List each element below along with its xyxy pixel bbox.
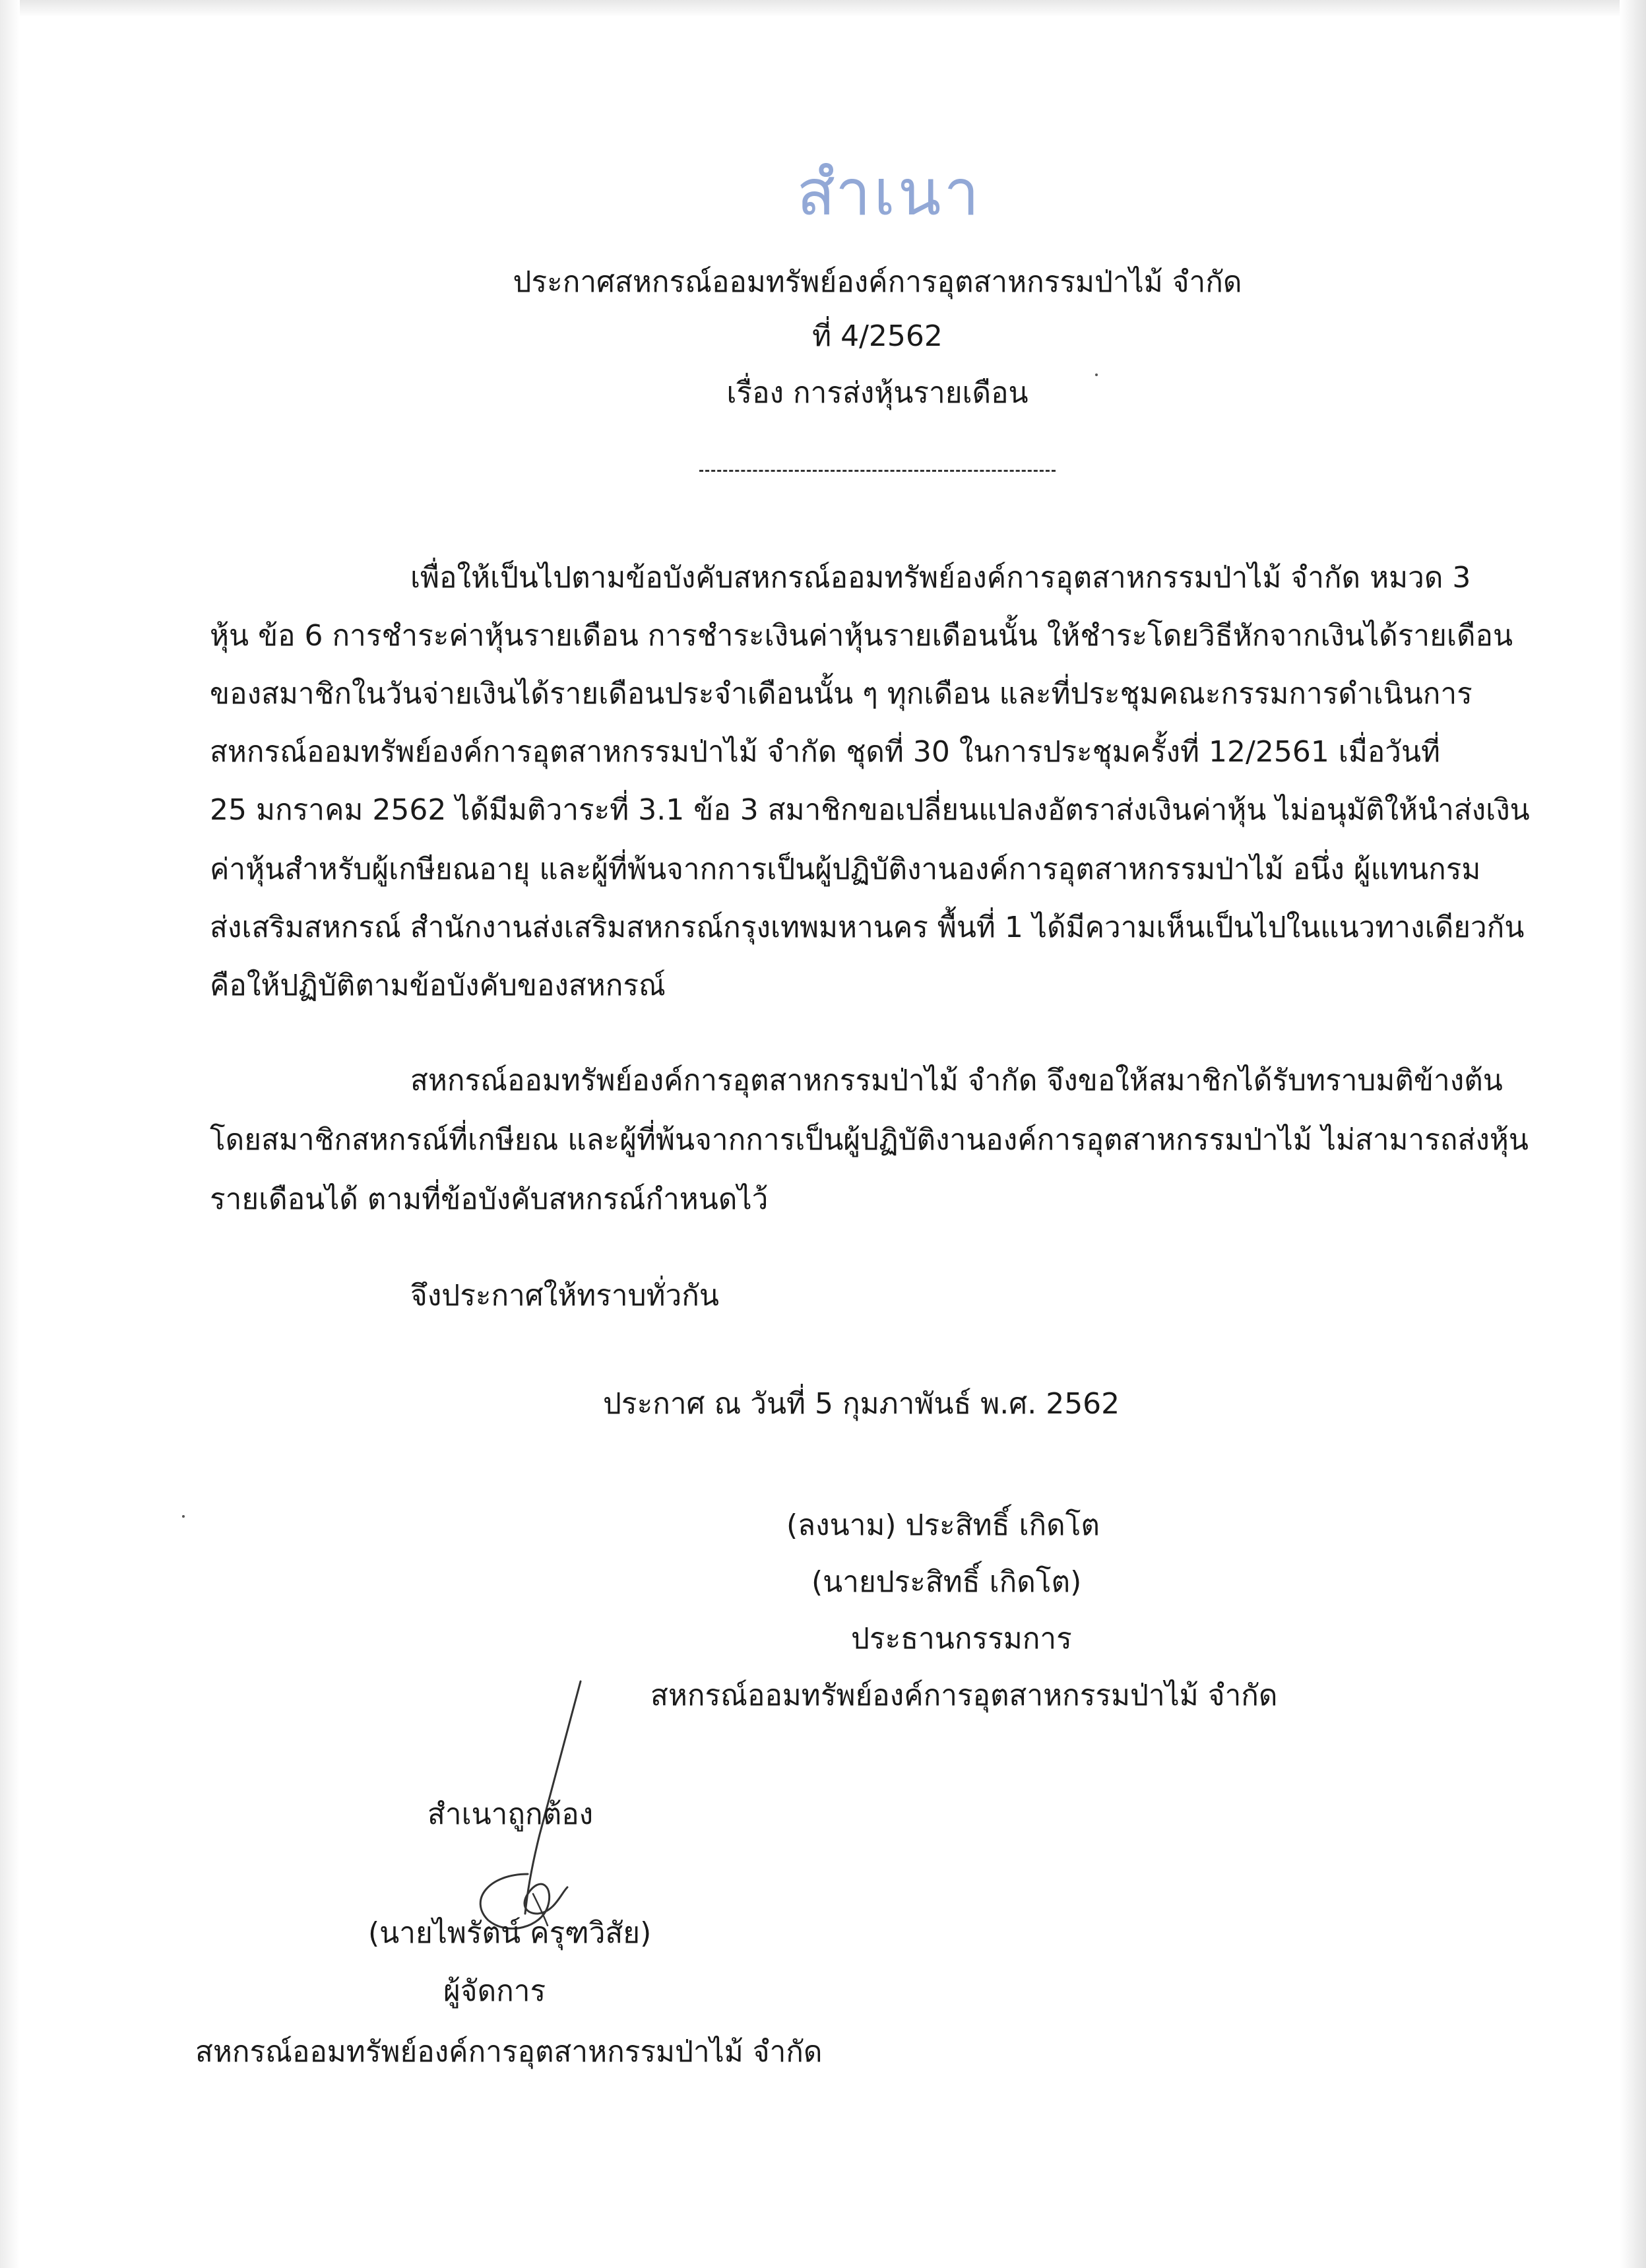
signatory-organization: สหกรณ์ออมทรัพย์องค์การอุตสาหกรรมป่าไม้ จำกัด (650, 1679, 1278, 1712)
paragraph1-line: ของสมาชิกในวันจ่ายเงินได้รายเดือนประจำเดือนนั้น ๆ ทุกเดือน และที่ประชุมคณะกรรมการดำเนินการ (210, 677, 1472, 711)
announcement-date: ประกาศ ณ วันที่ 5 กุมภาพันธ์ พ.ศ. 2562 (603, 1387, 1120, 1421)
certifier-position: ผู้จัดการ (443, 1974, 546, 2008)
certification-label: สำเนาถูกต้อง (427, 1798, 594, 1831)
paragraph2-line: รายเดือนได้ ตามที่ข้อบังคับสหกรณ์กำหนดไว้ (210, 1183, 769, 1216)
copy-stamp: สำเนา (796, 156, 982, 230)
certifier-organization: สหกรณ์ออมทรัพย์องค์การอุตสาหกรรมป่าไม้ จำกัด (195, 2035, 823, 2069)
paragraph1-line: คือให้ปฏิบัติตามข้อบังคับของสหกรณ์ (210, 969, 666, 1002)
signatory-position: ประธานกรรมการ (851, 1622, 1072, 1656)
announcement-number: ที่ 4/2562 (812, 319, 943, 353)
announcement-subject: เรื่อง การส่งหุ้นรายเดือน (726, 376, 1029, 410)
paragraph1-line: ส่งเสริมสหกรณ์ สำนักงานส่งเสริมสหกรณ์กรุงเทพมหานคร พื้นที่ 1 ได้มีความเห็นเป็นไปในแนวทางเดียวกัน (210, 911, 1525, 944)
paragraph1-line: หุ้น ข้อ 6 การชำระค่าหุ้นรายเดือน การชำระเงินค่าหุ้นรายเดือนนั้น ให้ชำระโดยวิธีหักจากเงินได้รายเดือน (210, 619, 1513, 653)
paragraph1-line: เพื่อให้เป็นไปตามข้อบังคับสหกรณ์ออมทรัพย์องค์การอุตสาหกรรมป่าไม้ จำกัด หมวด 3 (410, 561, 1471, 595)
closing-line: จึงประกาศให้ทราบทั่วกัน (410, 1279, 719, 1312)
certifier-name: (นายไพรัตน์ ครุฑวิสัย) (368, 1916, 652, 1950)
scan-speck (1095, 373, 1098, 376)
paragraph1-line: 25 มกราคม 2562 ได้มีมติวาระที่ 3.1 ข้อ 3 สมาชิกขอเปลี่ยนแปลงอัตราส่งเงินค่าหุ้น ไม่อนุมัติให้นำส่งเงิน (210, 793, 1530, 827)
header-divider (699, 470, 1056, 472)
paragraph2-line: สหกรณ์ออมทรัพย์องค์การอุตสาหกรรมป่าไม้ จำกัด จึงขอให้สมาชิกได้รับทราบมติข้างต้น (410, 1064, 1503, 1097)
paragraph1-line: สหกรณ์ออมทรัพย์องค์การอุตสาหกรรมป่าไม้ จำกัด ชุดที่ 30 ในการประชุมครั้งที่ 12/2561 เมื่อวันที่ (210, 735, 1441, 769)
signatory-name: (นายประสิทธิ์ เกิดโต) (811, 1565, 1082, 1599)
scan-edge-right (1620, 0, 1646, 2268)
scan-edge-left (0, 0, 20, 2268)
paragraph1-line: ค่าหุ้นสำหรับผู้เกษียณอายุ และผู้ที่พ้นจากการเป็นผู้ปฏิบัติงานองค์การอุตสาหกรรมป่าไม้ อนึ่ง ผู้แทนกรม (210, 853, 1481, 886)
scan-speck (182, 1515, 185, 1518)
announcement-title: ประกาศสหกรณ์ออมทรัพย์องค์การอุตสาหกรรมป่าไม้ จำกัด (513, 265, 1242, 299)
scan-edge-top (0, 0, 1646, 17)
paragraph2-line: โดยสมาชิกสหกรณ์ที่เกษียณ และผู้ที่พ้นจากการเป็นผู้ปฏิบัติงานองค์การอุตสาหกรรมป่าไม้ ไม่สามารถส่งหุ้น (210, 1123, 1529, 1157)
signed-by: (ลงนาม) ประสิทธิ์ เกิดโต (786, 1508, 1100, 1542)
